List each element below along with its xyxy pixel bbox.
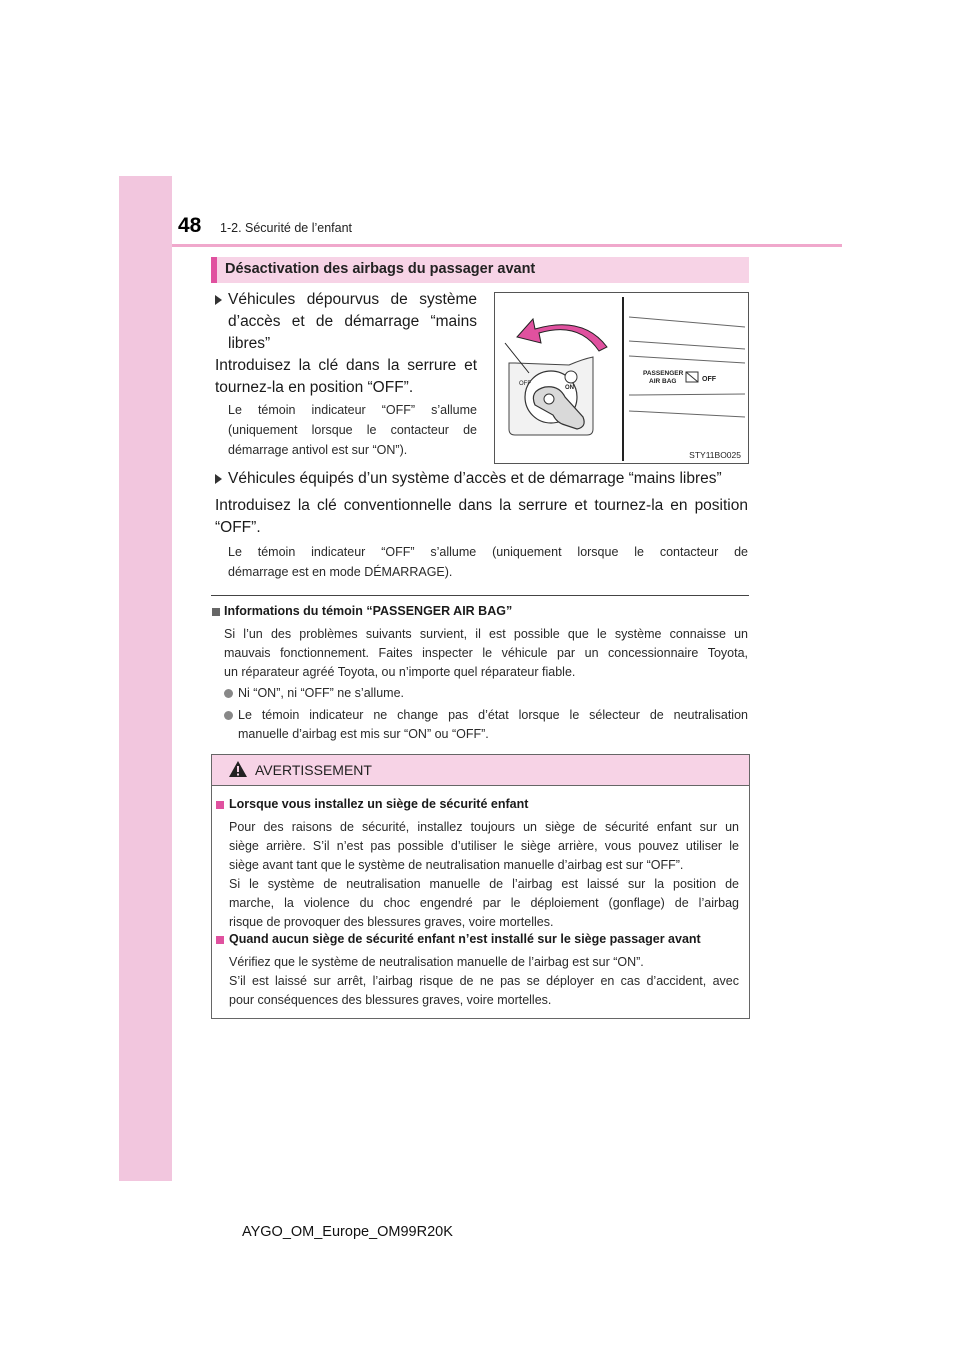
warning-triangle-icon <box>228 760 248 778</box>
indicator-text-1: PASSENGER <box>643 370 684 377</box>
warning-item-2-line-3: pour conséquences des blessures graves, voire mortelles. <box>229 993 552 1007</box>
variant-b-instruction-line-2: “OFF”. <box>215 519 261 536</box>
variant-a-note-line-3: démarrage antivol est sur “ON”). <box>228 443 408 457</box>
airbag-seat-icon <box>686 372 698 382</box>
variant-b-instruction-line-1: Introduisez la clé conventionnelle dans la serrure et tournez-la en position <box>215 497 748 514</box>
variant-b-label: Véhicules équipés d’un système d’accès et de démarrage “mains libres” <box>228 470 722 487</box>
warning-header <box>212 755 749 786</box>
info-heading: Informations du témoin “PASSENGER AIR BAG” <box>224 604 513 618</box>
variant-a-instruction-line-1: Introduisez la clé dans la serrure et <box>215 357 477 374</box>
indicator-text-2: AIR BAG <box>649 378 677 385</box>
variant-b-note-line-2: démarrage est en mode DÉMARRAGE). <box>228 565 453 579</box>
warning-item-2-line-2: S’il est laissé sur arrêt, l’airbag risque de ne pas se déployer en cas d’accident, avec <box>229 974 739 988</box>
variant-a-note-line-1: Le témoin indicateur “OFF” s’allume <box>228 403 477 417</box>
indicator-off-text: OFF <box>702 376 716 383</box>
figure-code: STY11BO025 <box>689 450 741 460</box>
variant-a-instruction-line-2: tournez-la en position “OFF”. <box>215 379 414 396</box>
section-title: Désactivation des airbags du passager avant <box>225 261 536 277</box>
warning-item-1-line-1: Pour des raisons de sécurité, installez toujours un siège de sécurité enfant sur un <box>229 820 739 834</box>
warning-item-1-line-5: marche, la violence du choc engendré par le déploiement (gonflage) de l’airbag <box>229 896 739 910</box>
warning-item-1-bullet <box>216 801 224 809</box>
switch-on-label: ON <box>565 385 574 391</box>
footer-document-code: AYGO_OM_Europe_OM99R20K <box>242 1224 453 1240</box>
section-reference: 1-2. Sécurité de l’enfant <box>220 221 353 235</box>
variant-b-note-line-1: Le témoin indicateur “OFF” s’allume (uniquement lorsque le contacteur de <box>228 545 748 559</box>
info-body-line-1: Si l’un des problèmes suivants survient, il est possible que le système connaisse un <box>224 627 748 641</box>
warning-item-1-heading: Lorsque vous installez un siège de sécurité enfant <box>229 797 529 811</box>
section-divider <box>211 595 749 596</box>
side-tab-band <box>119 176 172 1181</box>
warning-item-2-heading: Quand aucun siège de sécurité enfant n’est installé sur le siège passager avant <box>229 932 701 946</box>
warning-item-2-line-1: Vérifiez que le système de neutralisation manuelle de l’airbag est sur “ON”. <box>229 955 644 969</box>
info-bullet-2-line-2: manuelle d’airbag est mis sur “ON” ou “OFF”. <box>238 727 489 741</box>
variant-b-arrow-icon <box>215 474 222 484</box>
warning-item-2-bullet <box>216 936 224 944</box>
info-body-line-2: mauvais fonctionnement. Faites inspecter le véhicule par un concessionnaire Toyota, <box>224 646 748 660</box>
airbag-switch-figure <box>494 292 749 464</box>
rotation-arrow-icon <box>517 319 607 351</box>
page-number: 48 <box>178 214 202 237</box>
variant-a-arrow-icon <box>215 295 222 305</box>
switch-off-label: OFF <box>519 381 531 387</box>
section-title-bar <box>211 257 749 283</box>
variant-a-label-line-1: Véhicules dépourvus de système <box>228 291 477 308</box>
info-bullet-dot-1 <box>224 689 233 698</box>
warning-item-1-line-6: risque de provoquer des blessures graves, voire mortelles. <box>229 915 554 929</box>
info-bullet-dot-2 <box>224 711 233 720</box>
info-bullet-1: Ni “ON”, ni “OFF” ne s’allume. <box>238 686 404 700</box>
header-rule <box>172 244 842 247</box>
info-bullet-2-line-1: Le témoin indicateur ne change pas d’état lorsque le sélecteur de neutralisation <box>238 708 748 722</box>
warning-item-1-line-2: siège arrière. S’il n’est pas possible d’utiliser le siège arrière, vous pouvez utiliser le <box>229 839 739 853</box>
info-body-line-3: un réparateur agréé Toyota, ou n’importe quel réparateur fiable. <box>224 665 576 679</box>
info-square-bullet <box>212 608 220 616</box>
section-title-accent <box>211 257 217 283</box>
variant-a-note-line-2: (uniquement lorsque le contacteur de <box>228 423 477 437</box>
warning-item-1-line-4: Si le système de neutralisation manuelle de l’airbag est laissé sur la position de <box>229 877 739 891</box>
warning-box <box>211 754 750 1019</box>
variant-a-label-line-3: libres” <box>228 335 271 352</box>
variant-a-label-line-2: d’accès et de démarrage “mains <box>228 313 477 330</box>
warning-title: AVERTISSEMENT <box>255 762 372 778</box>
warning-item-1-line-3: siège avant tant que le système de neutralisation manuelle d’airbag est sur “OFF”. <box>229 858 684 872</box>
airbag-switch-illustration <box>495 293 748 463</box>
